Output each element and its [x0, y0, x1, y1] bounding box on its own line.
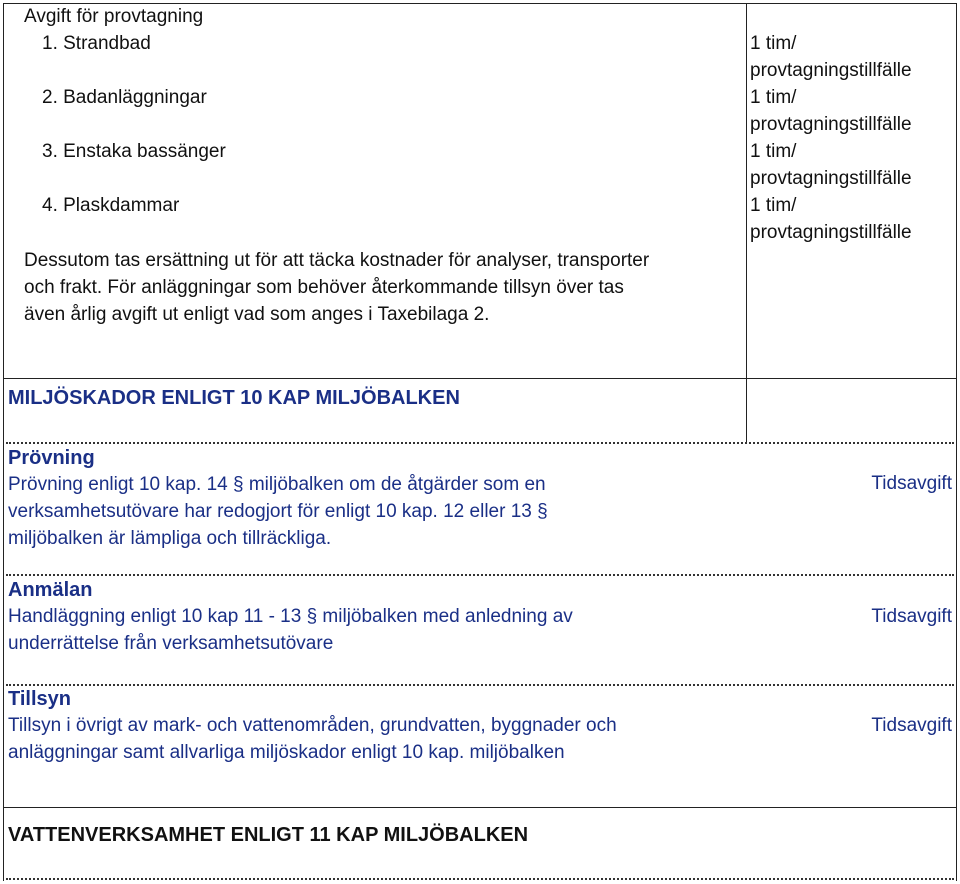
- dotted-divider-tillsyn: [6, 684, 954, 686]
- tillsyn-fee: Tidsavgift: [871, 715, 952, 736]
- section-title-anmalan: Anmälan: [8, 579, 93, 601]
- provtagning-note-line-3: även årlig avgift ut enligt vad som anges i Taxebilaga 2.: [24, 304, 490, 325]
- miljoskador-heading: MILJÖSKADOR ENLIGT 10 KAP MILJÖBALKEN: [8, 387, 460, 409]
- provtagning-item-strandbad: 1. Strandbad: [42, 33, 151, 54]
- anmalan-text-line-2: underrättelse från verksamhetsutövare: [8, 633, 334, 654]
- vattenverksamhet-heading: VATTENVERKSAMHET ENLIGT 11 KAP MILJÖBALKEN: [8, 824, 529, 846]
- provtagning-fee-badanlaggningar-line2: provtagningstillfälle: [750, 114, 912, 135]
- provtagning-fee-badanlaggningar-line1: 1 tim/: [750, 87, 797, 108]
- provtagning-fee-strandbad-line1: 1 tim/: [750, 33, 797, 54]
- provtagning-item-badanlaggningar: 2. Badanläggningar: [42, 87, 207, 108]
- dotted-divider-bottom: [6, 878, 954, 880]
- section-title-tillsyn: Tillsyn: [8, 688, 71, 710]
- anmalan-text-line-1: Handläggning enligt 10 kap 11 - 13 § miljöbalken med anledning av: [8, 606, 573, 627]
- anmalan-fee: Tidsavgift: [871, 606, 952, 627]
- provtagning-note-line-2: och frakt. För anläggningar som behöver återkommande tillsyn över tas: [24, 277, 624, 298]
- dotted-divider-anmalan: [6, 574, 954, 576]
- provtagning-fee-enstaka-bassanger-line1: 1 tim/: [750, 141, 797, 162]
- provtagning-fee-enstaka-bassanger-line2: provtagningstillfälle: [750, 168, 912, 189]
- provtagning-note-line-1: Dessutom tas ersättning ut för att täcka kostnader för analyser, transporter: [24, 250, 650, 271]
- provtagning-fee-plaskdammar-line2: provtagningstillfälle: [750, 222, 912, 243]
- row-divider-provtagning-end: [3, 378, 957, 379]
- provning-text-line-1: Prövning enligt 10 kap. 14 § miljöbalken om de åtgärder som en: [8, 474, 546, 495]
- tillsyn-text-line-1: Tillsyn i övrigt av mark- och vattenområden, grundvatten, byggnader och: [8, 715, 617, 736]
- provtagning-item-plaskdammar: 4. Plaskdammar: [42, 195, 180, 216]
- provning-fee: Tidsavgift: [871, 473, 952, 494]
- dotted-divider-provning: [6, 442, 954, 444]
- section-title-provning: Prövning: [8, 447, 95, 469]
- provtagning-item-enstaka-bassanger: 3. Enstaka bassänger: [42, 141, 226, 162]
- provtagning-fee-plaskdammar-line1: 1 tim/: [750, 195, 797, 216]
- provning-text-line-2: verksamhetsutövare har redogjort för enligt 10 kap. 12 eller 13 §: [8, 501, 548, 522]
- fee-column-divider: [746, 3, 747, 378]
- provtagning-heading: Avgift för provtagning: [24, 6, 204, 27]
- tillsyn-text-line-2: anläggningar samt allvarliga miljöskador enligt 10 kap. miljöbalken: [8, 742, 565, 763]
- fee-column-divider-lower: [746, 378, 747, 444]
- table-right-border: [956, 3, 957, 881]
- row-divider-miljoskador-end: [3, 807, 957, 808]
- provning-text-line-3: miljöbalken är lämpliga och tillräckliga.: [8, 528, 332, 549]
- provtagning-fee-strandbad-line2: provtagningstillfälle: [750, 60, 912, 81]
- table-left-border: [3, 3, 4, 881]
